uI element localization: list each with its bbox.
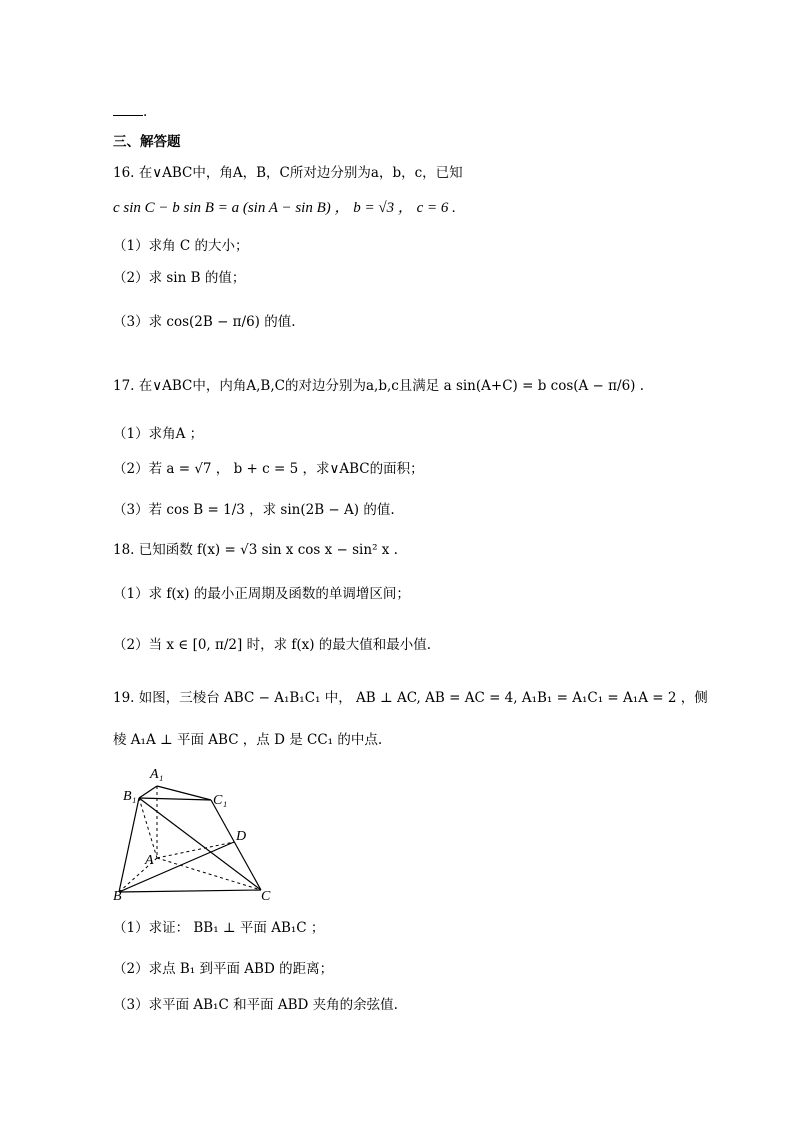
problem-16-q1: （1）求角 C 的大小； — [113, 238, 249, 254]
edge-b1-b — [119, 798, 139, 892]
label-c1: C₁ — [213, 793, 228, 808]
label-b1: B₁ — [123, 789, 137, 804]
problem-19-stem-1: 19. 如图，三棱台 ABC − A₁B₁C₁ 中， AB ⊥ AC, AB = AC = 4, A₁B₁ = A₁C₁ = A₁A = 2 ，侧 — [113, 690, 708, 706]
label-b: B — [113, 889, 122, 902]
problem-19-q3: （3）求平面 AB₁C 和平面 ABD 夹角的余弦值. — [113, 997, 398, 1013]
problem-17-q1: （1）求角A ； — [113, 426, 204, 442]
problem-18-q2: （2）当 x ∈ [0, π/2] 时，求 f(x) 的最大值和最小值. — [113, 637, 432, 653]
problem-19-q1: （1）求证： BB₁ ⊥ 平面 AB₁C ； — [113, 920, 325, 936]
edge-b-c — [119, 890, 261, 892]
section-title: 三、解答题 — [113, 134, 181, 150]
answer-blank-line: . — [113, 102, 147, 122]
edge-a-d — [157, 842, 234, 858]
problem-17-stem: 17. 在∨ABC中，内角A,B,C的对边分别为a,b,c且满足 a sin(A+C) = b cos(A − π/6) . — [113, 378, 645, 394]
problem-16-stem-1: 16. 在∨ABC中，角A，B，C所对边分别为a，b，c，已知 — [113, 165, 463, 181]
problem-16-q3: （3）求 cos(2B − π/6) 的值. — [113, 314, 296, 330]
edge-b1-c1 — [139, 798, 211, 800]
problem-16-stem-2: c sin C − b sin B = a (sin A − sin B) ， b = √3 ， c = 6 . — [113, 200, 456, 216]
edge-b1-a1 — [139, 786, 157, 798]
blank-underline — [113, 103, 143, 116]
edge-a1-c1 — [157, 786, 211, 800]
label-d: D — [236, 829, 247, 844]
label-a: A — [145, 853, 154, 868]
problem-18-stem: 18. 已知函数 f(x) = √3 sin x cos x − sin² x . — [113, 542, 398, 558]
frustum-figure — [113, 762, 283, 902]
problem-17-q2: （2）若 a = √7 ， b + c = 5 ，求∨ABC的面积； — [113, 461, 424, 477]
label-c: C — [261, 889, 271, 902]
edge-b1-a — [139, 798, 157, 858]
problem-19-q2: （2）求点 B₁ 到平面 ABD 的距离； — [113, 961, 334, 977]
problem-19-stem-2: 棱 A₁A ⊥ 平面 ABC ，点 D 是 CC₁ 的中点. — [113, 732, 383, 748]
problem-16-q2: （2）求 sin B 的值； — [113, 270, 246, 286]
problem-18-q1: （1）求 f(x) 的最小正周期及函数的单调增区间； — [113, 586, 410, 602]
problem-17-q3: （3）若 cos B = 1/3 ，求 sin(2B − A) 的值. — [113, 502, 395, 518]
label-a1: A₁ — [150, 767, 164, 782]
edge-b-d — [119, 842, 234, 892]
